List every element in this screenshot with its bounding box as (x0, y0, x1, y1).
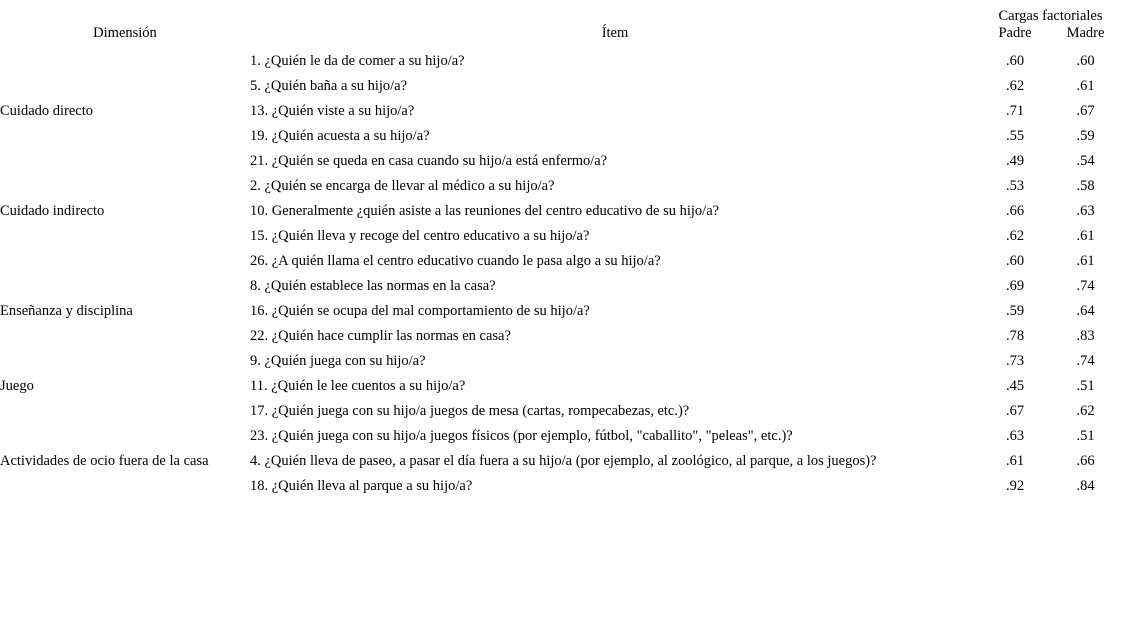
cell-loading-mother: .58 (1076, 178, 1095, 194)
cell-loading-father: .61 (1005, 453, 1025, 469)
table-row (0, 49, 1121, 74)
cell-dimension: Cuidado directo (0, 103, 94, 119)
cell-item: 15. ¿Quién lleva y recoge del centro educativo a su hijo/a? (250, 228, 590, 244)
factor-loadings-table (0, 8, 1121, 499)
table-body (0, 49, 1121, 499)
cell-dimension (0, 249, 250, 274)
cell-loading-father: .92 (1005, 478, 1025, 494)
spacer-cell-3 (980, 42, 1050, 49)
cell-loading-mother: .61 (1076, 253, 1095, 269)
cell-loading-mother: .59 (1076, 128, 1095, 144)
cell-dimension: Juego (0, 378, 34, 394)
cell-item: 5. ¿Quién baña a su hijo/a? (250, 78, 408, 94)
cell-loading-father: .53 (1005, 178, 1025, 194)
cell-item: 9. ¿Quién juega con su hijo/a? (250, 353, 426, 369)
table-row (0, 124, 1121, 149)
table-row (0, 399, 1121, 424)
cell-dimension (0, 224, 250, 249)
cell-loading-father: .62 (1005, 78, 1025, 94)
cell-loading-mother: .51 (1076, 428, 1095, 444)
table-row (0, 424, 1121, 449)
cell-loading-mother: .67 (1076, 103, 1095, 119)
table-row (0, 299, 1121, 324)
cell-loading-father: .63 (1005, 428, 1025, 444)
cell-loading-mother: .61 (1076, 78, 1095, 94)
table-row (0, 74, 1121, 99)
table-row (0, 324, 1121, 349)
table-row (0, 249, 1121, 274)
table-row (0, 149, 1121, 174)
column-header-dimension: Dimensión (93, 25, 157, 41)
cell-item: 16. ¿Quién se ocupa del mal comportamiento de su hijo/a? (250, 303, 590, 319)
cell-item: 1. ¿Quién le da de comer a su hijo/a? (250, 53, 465, 69)
cell-dimension (0, 174, 250, 199)
cell-item: 17. ¿Quién juega con su hijo/a juegos de mesa (cartas, rompecabezas, etc.)? (250, 403, 690, 419)
cell-loading-father: .73 (1005, 353, 1025, 369)
cell-loading-father: .71 (1005, 103, 1025, 119)
cell-dimension: Actividades de ocio fuera de la casa (0, 453, 209, 469)
table-row (0, 274, 1121, 299)
cell-loading-father: .59 (1005, 303, 1025, 319)
table-row (0, 174, 1121, 199)
header-spacer-row (0, 42, 1121, 49)
cell-loading-father: .67 (1005, 403, 1025, 419)
cell-loading-mother: .74 (1076, 278, 1095, 294)
cell-loading-mother: .63 (1076, 203, 1095, 219)
cell-item: 26. ¿A quién llama el centro educativo cuando le pasa algo a su hijo/a? (250, 253, 661, 269)
cell-item: 19. ¿Quién acuesta a su hijo/a? (250, 128, 430, 144)
cell-loading-mother: .64 (1076, 303, 1095, 319)
cell-item: 10. Generalmente ¿quién asiste a las reuniones del centro educativo de su hijo/a? (250, 203, 720, 219)
cell-item: 4. ¿Quién lleva de paseo, a pasar el día fuera a su hijo/a (por ejemplo, al zoológico, al parque, a los juegos)? (250, 453, 877, 469)
cell-dimension (0, 424, 250, 449)
cell-loading-father: .60 (1005, 253, 1025, 269)
cell-dimension (0, 49, 250, 74)
spacer-cell-1 (0, 42, 250, 49)
cell-loading-father: .66 (1005, 203, 1025, 219)
cell-loading-mother: .83 (1076, 328, 1095, 344)
table-row (0, 224, 1121, 249)
cell-item: 11. ¿Quién le lee cuentos a su hijo/a? (250, 378, 466, 394)
cell-loading-father: .78 (1005, 328, 1025, 344)
column-header-group-loadings: Cargas factoriales (998, 8, 1103, 24)
header-row-group (0, 8, 1121, 25)
cell-item: 18. ¿Quién lleva al parque a su hijo/a? (250, 478, 473, 494)
cell-dimension (0, 74, 250, 99)
cell-dimension (0, 349, 250, 374)
column-header-item: Ítem (601, 25, 629, 41)
table-header (0, 8, 1121, 49)
cell-loading-mother: .60 (1076, 53, 1095, 69)
spacer-cell-2 (250, 42, 980, 49)
table-row (0, 349, 1121, 374)
cell-dimension (0, 474, 250, 499)
cell-loading-father: .60 (1005, 53, 1025, 69)
cell-item: 13. ¿Quién viste a su hijo/a? (250, 103, 415, 119)
cell-item: 8. ¿Quién establece las normas en la casa? (250, 278, 496, 294)
cell-dimension (0, 124, 250, 149)
table-row (0, 99, 1121, 124)
spacer-cell-4 (1050, 42, 1121, 49)
cell-loading-mother: .84 (1076, 478, 1095, 494)
cell-dimension (0, 149, 250, 174)
cell-dimension (0, 399, 250, 424)
cell-item: 22. ¿Quién hace cumplir las normas en casa? (250, 328, 511, 344)
table-row (0, 374, 1121, 399)
cell-loading-mother: .61 (1076, 228, 1095, 244)
table-row (0, 474, 1121, 499)
cell-loading-father: .49 (1005, 153, 1025, 169)
cell-loading-mother: .66 (1076, 453, 1095, 469)
column-header-mother: Madre (1066, 25, 1105, 41)
table-row (0, 199, 1121, 224)
cell-loading-father: .55 (1005, 128, 1025, 144)
cell-loading-father: .45 (1005, 378, 1025, 394)
table-row (0, 449, 1121, 474)
cell-loading-father: .62 (1005, 228, 1025, 244)
cell-loading-father: .69 (1005, 278, 1025, 294)
cell-item: 2. ¿Quién se encarga de llevar al médico a su hijo/a? (250, 178, 555, 194)
cell-loading-mother: .51 (1076, 378, 1095, 394)
cell-dimension: Cuidado indirecto (0, 203, 105, 219)
cell-dimension (0, 274, 250, 299)
cell-loading-mother: .74 (1076, 353, 1095, 369)
cell-item: 23. ¿Quién juega con su hijo/a juegos físicos (por ejemplo, fútbol, "caballito", "peleas", etc.)? (250, 428, 793, 444)
column-header-father: Padre (998, 25, 1032, 41)
cell-dimension (0, 324, 250, 349)
cell-loading-mother: .54 (1076, 153, 1095, 169)
cell-dimension: Enseñanza y disciplina (0, 303, 133, 319)
cell-loading-mother: .62 (1076, 403, 1095, 419)
cell-item: 21. ¿Quién se queda en casa cuando su hijo/a está enfermo/a? (250, 153, 608, 169)
